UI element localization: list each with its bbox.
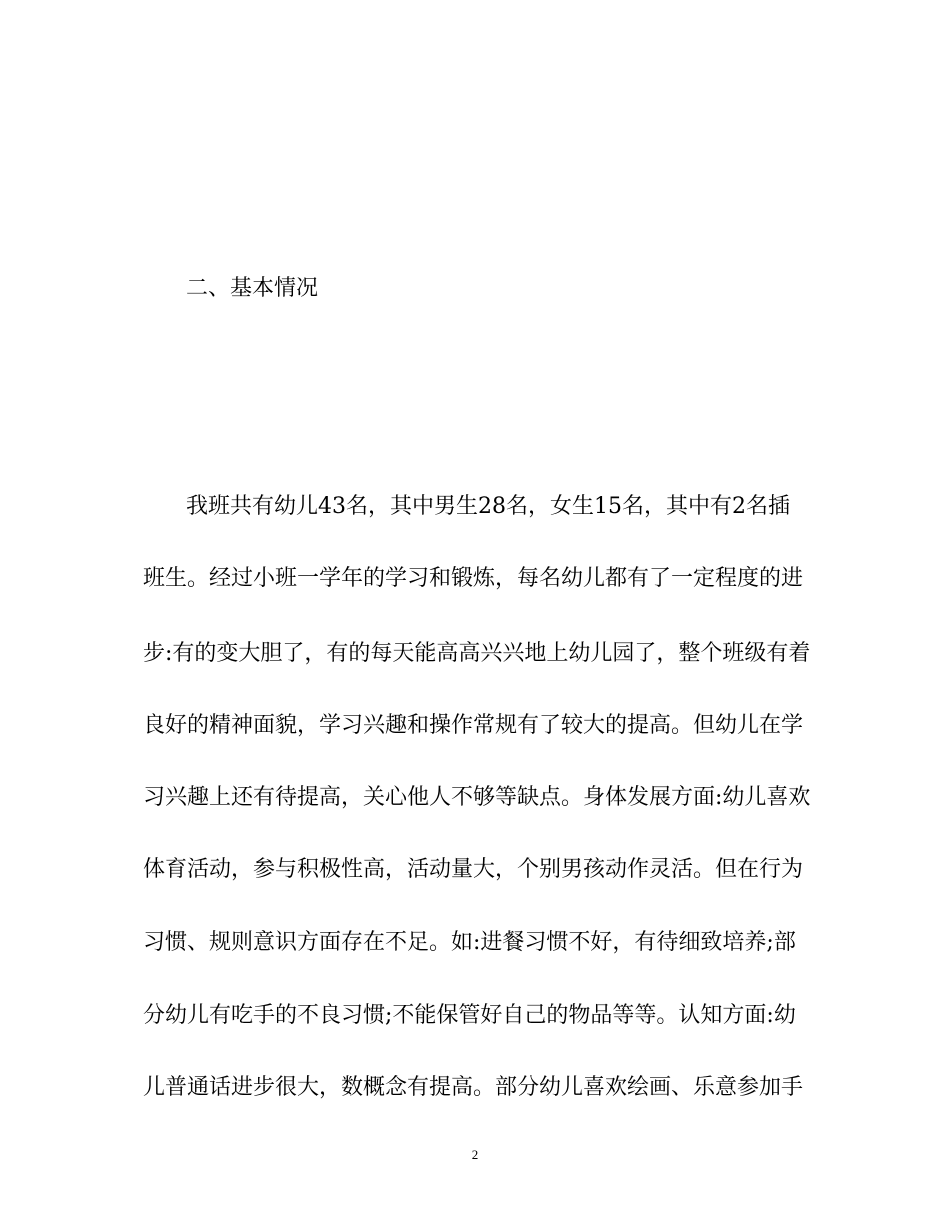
paragraph-line: 儿普通话进步很大，数概念有提高。部分幼儿喜欢绘画、乐意参加手	[143, 1075, 804, 1100]
paragraph-line: 步:有的变大胆了，有的每天能高高兴兴地上幼儿园了，整个班级有着	[143, 641, 811, 666]
paragraph-line: 习惯、规则意识方面存在不足。如:进餐习惯不好，有待细致培养;部	[143, 930, 796, 955]
paragraph-line: 班生。经过小班一学年的学习和锻炼，每名幼儿都有了一定程度的进	[143, 566, 804, 591]
page-number: 2	[471, 1147, 479, 1162]
paragraph-line: 良好的精神面貌，学习兴趣和操作常规有了较大的提高。但幼儿在学	[143, 713, 804, 738]
paragraph-line: 习兴趣上还有待提高，关心他人不够等缺点。身体发展方面:幼儿喜欢	[143, 785, 811, 810]
section-heading: 二、基本情况	[186, 276, 319, 301]
paragraph-line: 我班共有幼儿43名，其中男生28名，女生15名，其中有2名插	[186, 494, 790, 519]
paragraph-line: 体育活动，参与积极性高，活动量大，个别男孩动作灵活。但在行为	[143, 857, 804, 882]
paragraph-line: 分幼儿有吃手的不良习惯;不能保管好自己的物品等等。认知方面:幼	[143, 1003, 796, 1028]
